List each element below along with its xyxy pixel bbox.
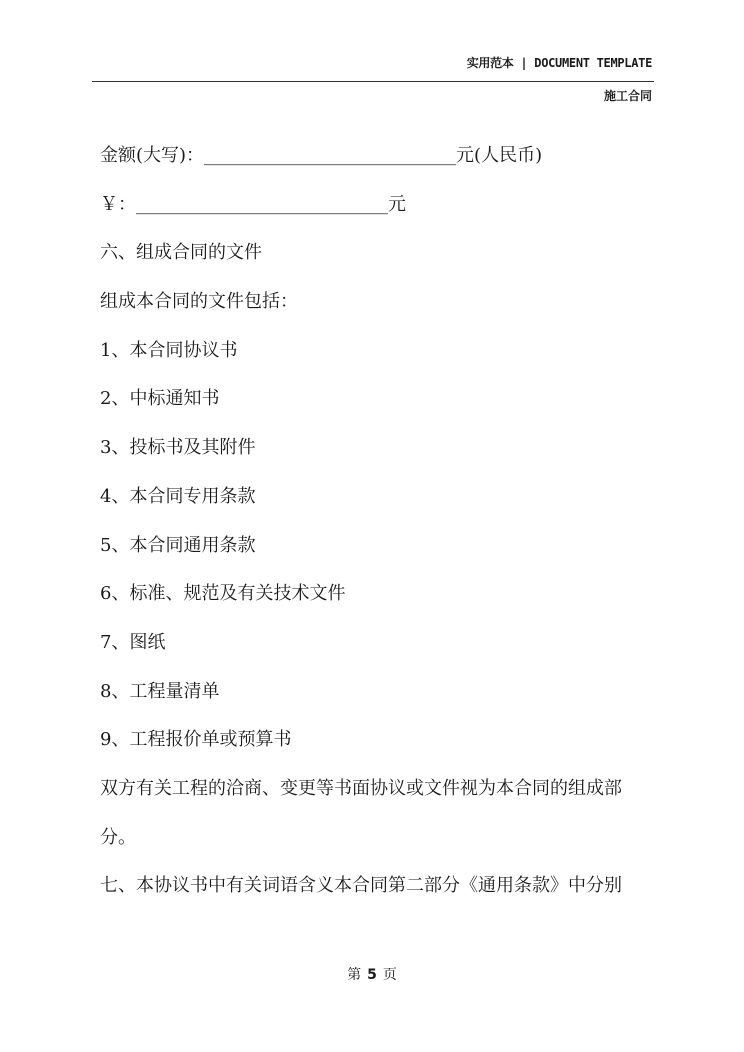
footer-prefix: 第 <box>347 967 362 983</box>
header-title: 实用范本 | DOCUMENT TEMPLATE <box>466 56 652 70</box>
page-number: 5 <box>367 967 377 983</box>
list-item: 9、工程报价单或预算书 <box>100 729 292 751</box>
paragraph-line: 分。 <box>100 826 136 848</box>
section-heading-six: 六、组成合同的文件 <box>100 242 262 264</box>
list-item: 2、中标通知书 <box>100 388 220 410</box>
list-item: 4、本合同专用条款 <box>100 485 256 507</box>
list-item: 7、图纸 <box>100 631 166 653</box>
list-item: 3、投标书及其附件 <box>100 437 256 459</box>
amount-in-words-line: 金额(大写)：____________________________元(人民币) <box>100 145 543 166</box>
list-item: 1、本合同协议书 <box>100 339 238 361</box>
list-item: 5、本合同通用条款 <box>100 534 256 556</box>
list-item: 8、工程量清单 <box>100 680 220 702</box>
list-item: 6、标准、规范及有关技术文件 <box>100 583 346 605</box>
body-text <box>100 138 660 917</box>
documents-intro: 组成本合同的文件包括： <box>100 291 298 313</box>
section-heading-seven: 七、本协议书中有关词语含义本合同第二部分《通用条款》中分别 <box>100 875 622 897</box>
header-subtitle: 施工合同 <box>603 89 652 103</box>
footer-suffix: 页 <box>382 967 397 983</box>
paragraph-line: 双方有关工程的洽商、变更等书面协议或文件视为本合同的组成部 <box>100 777 622 799</box>
amount-in-figures-line: ￥：____________________________元 <box>100 193 406 215</box>
header-divider <box>92 81 654 82</box>
page-footer <box>0 964 744 984</box>
